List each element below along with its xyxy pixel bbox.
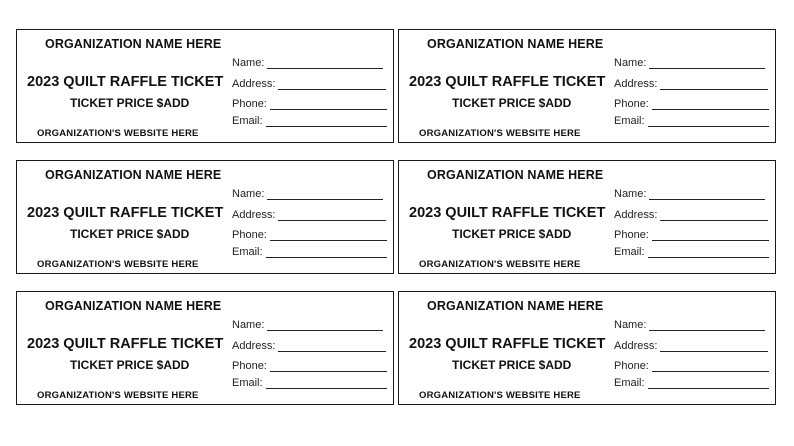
phone-line <box>270 361 387 372</box>
name-label: Name: <box>232 57 265 69</box>
name-label: Name: <box>614 319 647 331</box>
email-field <box>232 377 387 389</box>
email-field <box>232 246 387 258</box>
organization-name: ORGANIZATION NAME HERE <box>427 299 604 313</box>
address-label: Address: <box>232 209 276 221</box>
name-line <box>649 189 765 200</box>
address-label: Address: <box>614 209 658 221</box>
phone-line <box>652 99 769 110</box>
ticket-title: 2023 QUILT RAFFLE TICKET <box>409 336 606 352</box>
raffle-ticket <box>16 29 394 143</box>
name-line <box>267 58 383 69</box>
organization-website: ORGANIZATION'S WEBSITE HERE <box>37 390 199 401</box>
raffle-ticket <box>398 160 776 274</box>
ticket-title: 2023 QUILT RAFFLE TICKET <box>27 205 224 221</box>
email-line <box>648 378 769 389</box>
phone-line <box>652 230 769 241</box>
phone-label: Phone: <box>232 98 267 110</box>
address-line <box>278 79 386 90</box>
email-line <box>266 378 387 389</box>
address-line <box>278 210 386 221</box>
ticket-price: TICKET PRICE $ADD <box>452 96 572 110</box>
address-line <box>278 341 386 352</box>
organization-website: ORGANIZATION'S WEBSITE HERE <box>419 390 581 401</box>
organization-website: ORGANIZATION'S WEBSITE HERE <box>419 128 581 139</box>
email-field <box>614 377 769 389</box>
email-line <box>648 116 769 127</box>
ticket-price: TICKET PRICE $ADD <box>452 227 572 241</box>
phone-label: Phone: <box>614 360 649 372</box>
address-label: Address: <box>232 340 276 352</box>
email-label: Email: <box>232 115 263 127</box>
email-field <box>614 246 769 258</box>
organization-website: ORGANIZATION'S WEBSITE HERE <box>419 259 581 270</box>
address-line <box>660 210 768 221</box>
address-line <box>660 79 768 90</box>
phone-line <box>270 99 387 110</box>
raffle-ticket <box>16 160 394 274</box>
email-line <box>648 247 769 258</box>
name-field <box>232 57 383 69</box>
ticket-title: 2023 QUILT RAFFLE TICKET <box>409 74 606 90</box>
name-label: Name: <box>232 319 265 331</box>
phone-label: Phone: <box>614 229 649 241</box>
email-line <box>266 247 387 258</box>
email-field <box>232 115 387 127</box>
address-field <box>232 78 386 90</box>
phone-line <box>652 361 769 372</box>
phone-field <box>232 98 387 110</box>
organization-name: ORGANIZATION NAME HERE <box>45 168 222 182</box>
address-field <box>614 209 768 221</box>
raffle-ticket <box>16 291 394 405</box>
name-field <box>614 319 765 331</box>
address-field <box>232 209 386 221</box>
phone-field <box>614 229 769 241</box>
phone-line <box>270 230 387 241</box>
organization-name: ORGANIZATION NAME HERE <box>45 37 222 51</box>
name-field <box>614 57 765 69</box>
email-label: Email: <box>232 377 263 389</box>
phone-field <box>614 360 769 372</box>
phone-label: Phone: <box>232 229 267 241</box>
name-line <box>267 320 383 331</box>
name-line <box>649 58 765 69</box>
name-line <box>267 189 383 200</box>
ticket-title: 2023 QUILT RAFFLE TICKET <box>27 336 224 352</box>
name-field <box>232 319 383 331</box>
address-line <box>660 341 768 352</box>
address-field <box>614 78 768 90</box>
ticket-price: TICKET PRICE $ADD <box>70 96 190 110</box>
email-label: Email: <box>614 377 645 389</box>
ticket-price: TICKET PRICE $ADD <box>70 358 190 372</box>
email-line <box>266 116 387 127</box>
name-label: Name: <box>232 188 265 200</box>
ticket-title: 2023 QUILT RAFFLE TICKET <box>409 205 606 221</box>
address-label: Address: <box>232 78 276 90</box>
name-label: Name: <box>614 188 647 200</box>
phone-field <box>232 229 387 241</box>
email-field <box>614 115 769 127</box>
phone-label: Phone: <box>232 360 267 372</box>
phone-field <box>232 360 387 372</box>
raffle-ticket <box>398 29 776 143</box>
address-label: Address: <box>614 78 658 90</box>
organization-website: ORGANIZATION'S WEBSITE HERE <box>37 259 199 270</box>
name-field <box>232 188 383 200</box>
name-line <box>649 320 765 331</box>
ticket-price: TICKET PRICE $ADD <box>70 227 190 241</box>
organization-name: ORGANIZATION NAME HERE <box>427 37 604 51</box>
phone-field <box>614 98 769 110</box>
organization-name: ORGANIZATION NAME HERE <box>45 299 222 313</box>
address-field <box>232 340 386 352</box>
email-label: Email: <box>614 115 645 127</box>
name-label: Name: <box>614 57 647 69</box>
address-field <box>614 340 768 352</box>
email-label: Email: <box>614 246 645 258</box>
name-field <box>614 188 765 200</box>
ticket-price: TICKET PRICE $ADD <box>452 358 572 372</box>
email-label: Email: <box>232 246 263 258</box>
ticket-title: 2023 QUILT RAFFLE TICKET <box>27 74 224 90</box>
raffle-ticket <box>398 291 776 405</box>
address-label: Address: <box>614 340 658 352</box>
organization-name: ORGANIZATION NAME HERE <box>427 168 604 182</box>
organization-website: ORGANIZATION'S WEBSITE HERE <box>37 128 199 139</box>
phone-label: Phone: <box>614 98 649 110</box>
